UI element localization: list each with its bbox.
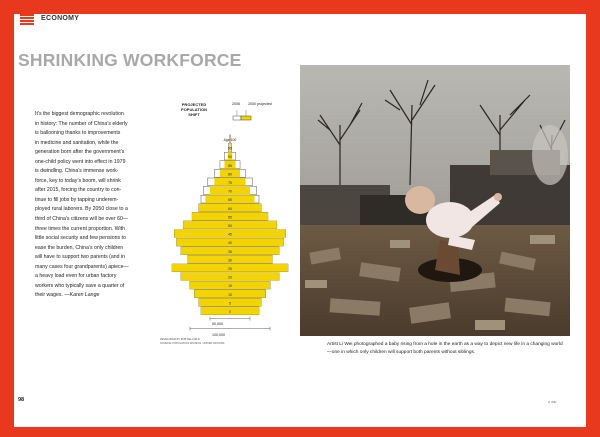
section-bars-icon xyxy=(20,14,34,26)
article-body xyxy=(35,110,153,301)
photo-illustration xyxy=(300,65,570,336)
body-line: is ballooning thanks to improvements xyxy=(35,130,121,137)
source-line: SOURCE: POPULATION DIVISION, UNITED NATIONS xyxy=(160,341,225,345)
body-line: a heavy load even for urban factory xyxy=(35,273,117,280)
body-line: force, key to today’s boom, will shrink xyxy=(35,177,121,184)
age-label: 50 xyxy=(228,224,232,228)
body-line: ease the burden, China’s only children xyxy=(35,244,124,251)
folio-credit: LI WEI xyxy=(548,400,557,404)
age-label: 20 xyxy=(228,275,232,280)
age-label: 10 xyxy=(228,292,232,297)
headline: SHRINKING WORKFORCE xyxy=(18,50,242,70)
age-label: 25 xyxy=(228,267,232,271)
body-line: after 2015, forcing the country to con- xyxy=(35,187,122,194)
age-label: 75 xyxy=(228,181,232,185)
photo-baby-rising xyxy=(300,65,570,336)
age-label: 5 xyxy=(229,301,231,306)
source-line: DEVELOPED BY BOB SEL FIELD xyxy=(160,338,200,341)
x-axis-label-100k: 100,000 xyxy=(212,333,225,337)
byline: —Karen Lange xyxy=(64,292,100,299)
age-label: 70 xyxy=(228,189,232,194)
age-label: 65 xyxy=(228,198,232,203)
age-label: 30 xyxy=(228,258,232,263)
age-label: 35 xyxy=(228,249,232,254)
section-label: ECONOMY xyxy=(41,15,80,22)
legend-2006-label: 2006 xyxy=(232,102,240,106)
age-label: Age 100 xyxy=(223,138,237,142)
body-line: in medicine and sanitation, while the xyxy=(35,139,119,146)
body-line: in history: The number of China’s elderly xyxy=(35,120,128,127)
body-line: It’s the biggest demographic revolution xyxy=(35,111,124,117)
body-line: little social security and few pensions to xyxy=(35,235,126,242)
legend-2050-label: 2050 projected xyxy=(248,102,272,106)
body-line: will have to support two parents (and in xyxy=(35,254,125,261)
age-label: 15 xyxy=(228,284,232,289)
body-line: their wages. xyxy=(35,292,63,299)
chart-title-line: SHIFT xyxy=(188,112,200,117)
body-line: one-child policy went into effect in 1979 xyxy=(35,158,126,165)
body-line: ployed rural laborers. By 2050 close to a xyxy=(35,206,128,213)
photo-caption: Artist Li Wei photographed a baby rising from a hole in the earth as a way to depict new life in a changing world—one in which only children will support both parents without siblings. xyxy=(327,342,563,355)
chart-title-line: POPULATION xyxy=(181,107,207,112)
body-line: many cases four grandparents) apiece— xyxy=(35,263,129,270)
chart-title-line: PROJECTED xyxy=(181,102,207,107)
age-label: 60 xyxy=(228,206,232,211)
age-label: 40 xyxy=(228,241,232,246)
age-label: 85 xyxy=(228,163,232,168)
age-label: 55 xyxy=(228,215,232,220)
body-line-last xyxy=(35,291,153,301)
population-pyramid-chart xyxy=(160,100,300,345)
x-axis-label-50k: 50,000 xyxy=(212,322,223,326)
body-line: is dwindling. China’s immense work- xyxy=(35,168,119,175)
age-label: 90 xyxy=(228,155,232,160)
age-label: 80 xyxy=(228,172,232,177)
body-line: third of China’s citizens will be over 60— xyxy=(35,216,129,223)
age-label: 95 xyxy=(228,146,232,151)
body-line: three times the current proportion. With xyxy=(35,225,125,232)
body-line: workers who typically save a quarter of xyxy=(35,282,125,289)
age-label: 0 xyxy=(229,310,231,314)
chart-source xyxy=(160,338,224,345)
body-line: generation born after the government’s xyxy=(35,149,125,156)
page-number: 98 xyxy=(18,397,25,403)
age-label: 45 xyxy=(228,232,232,237)
body-line: tinue to fill jobs by tapping underem- xyxy=(35,196,119,203)
pyramid-plot xyxy=(160,100,300,345)
